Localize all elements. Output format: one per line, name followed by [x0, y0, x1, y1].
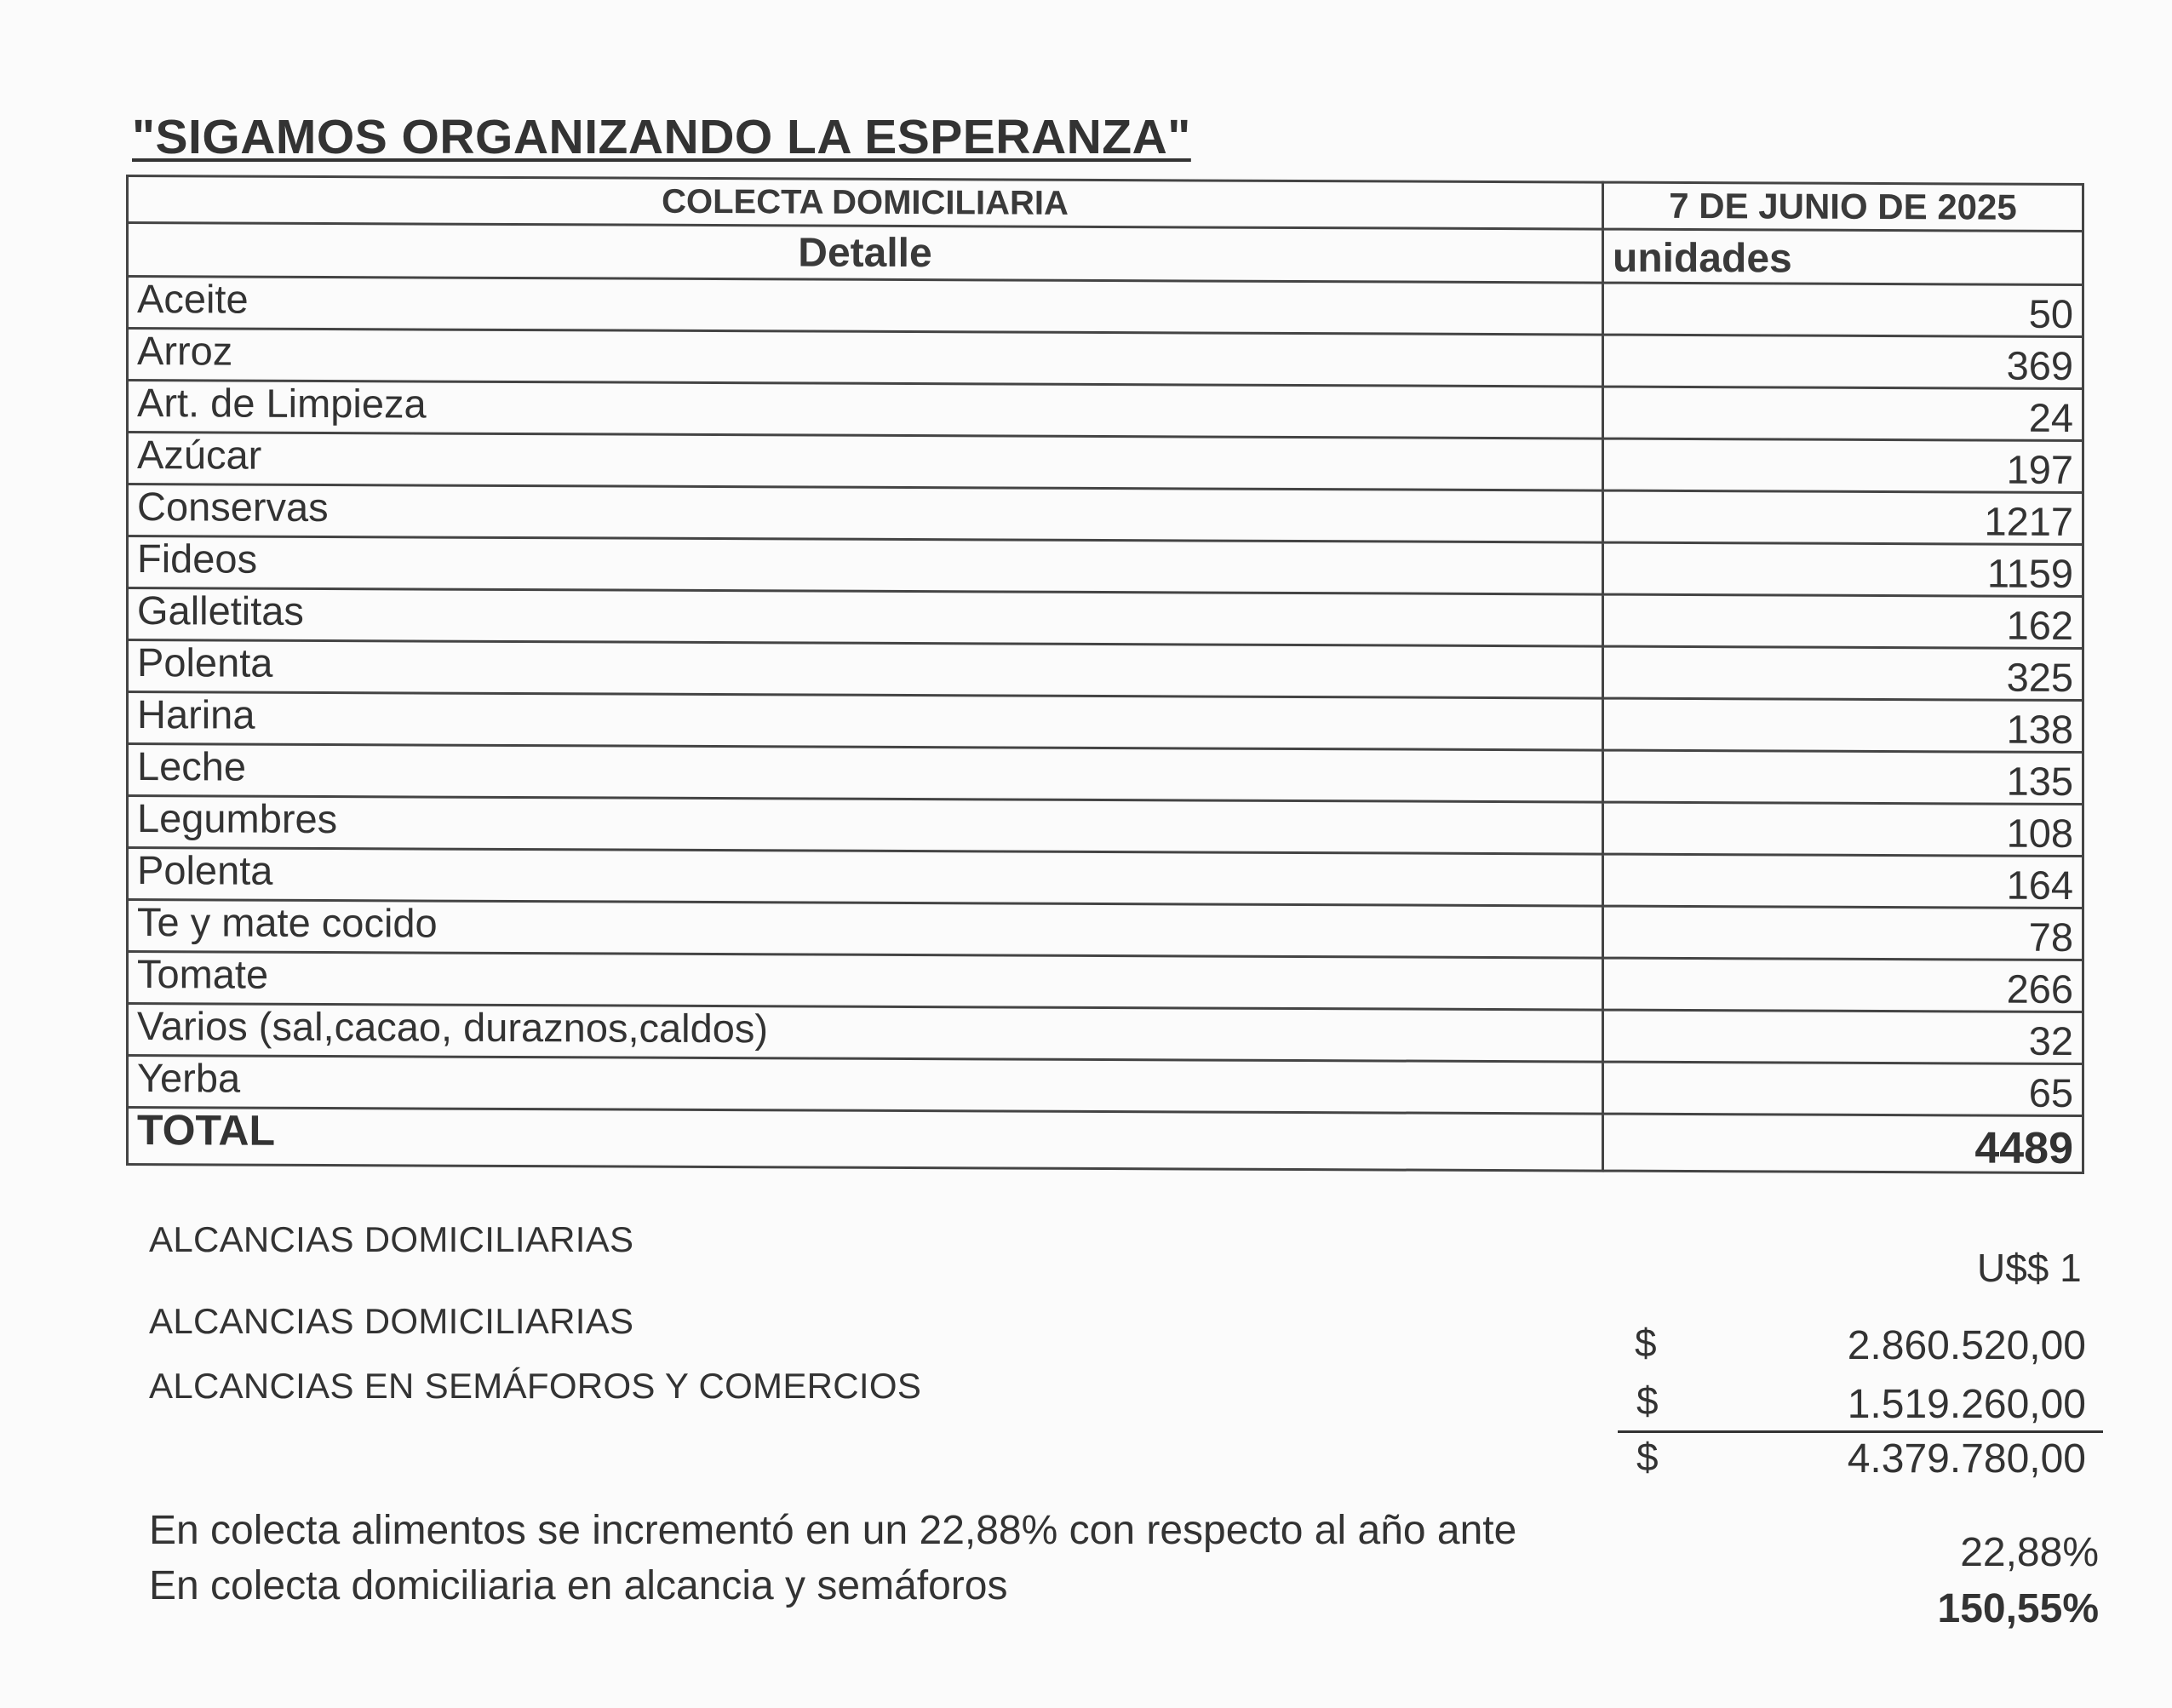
total-label: TOTAL	[128, 1108, 1603, 1172]
item-name: Tomate	[128, 952, 1603, 1011]
table-row	[128, 433, 2083, 493]
note-food-increase: En colecta alimentos se incrementó en un 22,88% con respecto al año ante	[149, 1508, 1517, 1553]
item-units: 164	[1603, 854, 2083, 908]
table-row	[128, 536, 2083, 597]
total-row	[128, 1108, 2083, 1173]
table-row	[128, 588, 2083, 649]
item-name: Leche	[128, 744, 1603, 803]
table-row	[128, 952, 2083, 1012]
table-row	[128, 1004, 2083, 1064]
item-units: 162	[1603, 594, 2083, 648]
note-food-increase-value: 22,88%	[1960, 1530, 2099, 1575]
table-row	[128, 744, 2083, 805]
item-name: Fideos	[128, 536, 1603, 595]
item-units: 1159	[1603, 542, 2083, 596]
alcancias-dom-value: 2.860.520,00	[1847, 1323, 2086, 1368]
units-column-header: unidades	[1603, 229, 2083, 284]
dollar-sign-icon: $	[1636, 1435, 1659, 1479]
note-alcancias-increase: En colecta domiciliaria en alcancia y semáforos	[149, 1563, 1008, 1608]
table-row	[128, 277, 2083, 337]
donations-table	[126, 175, 2084, 1174]
item-name: Galletitas	[128, 588, 1603, 647]
item-name: Polenta	[128, 848, 1603, 907]
item-name: Te y mate cocido	[128, 900, 1603, 959]
collection-header: COLECTA DOMICILIARIA	[128, 176, 1603, 230]
note-alcancias-increase-value: 150,55%	[1937, 1586, 2099, 1631]
table-row	[128, 1056, 2083, 1116]
table-row	[128, 381, 2083, 441]
table-row	[128, 796, 2083, 857]
item-name: Harina	[128, 692, 1603, 751]
alcancias-usd-label: ALCANCIAS DOMICILIARIAS	[149, 1219, 634, 1259]
sum-divider	[1618, 1430, 2103, 1433]
dollar-sign-icon: $	[1635, 1321, 1657, 1365]
alcancias-usd-value: U$$ 1	[1977, 1246, 2082, 1290]
item-units: 266	[1603, 958, 2083, 1012]
item-name: Yerba	[128, 1056, 1603, 1115]
item-units: 108	[1603, 802, 2083, 856]
item-units: 369	[1603, 335, 2083, 388]
column-header-row	[128, 223, 2083, 285]
dollar-sign-icon: $	[1636, 1378, 1659, 1423]
table-row	[128, 692, 2083, 753]
item-units: 24	[1603, 387, 2083, 440]
date-header: 7 DE JUNIO DE 2025	[1603, 182, 2083, 231]
item-units: 197	[1603, 438, 2083, 492]
document-title: "SIGAMOS ORGANIZANDO LA ESPERANZA"	[132, 110, 1191, 164]
item-units: 78	[1603, 906, 2083, 960]
alcancias-dom-label: ALCANCIAS DOMICILIARIAS	[149, 1301, 634, 1341]
item-units: 138	[1603, 698, 2083, 752]
table-header-row	[128, 176, 2083, 232]
item-name: Azúcar	[128, 433, 1603, 491]
item-name: Arroz	[128, 329, 1603, 387]
item-name: Art. de Limpieza	[128, 381, 1603, 439]
table-row	[128, 484, 2083, 545]
alcancias-semaforos-label: ALCANCIAS EN SEMÁFOROS Y COMERCIOS	[149, 1366, 922, 1406]
total-units: 4489	[1603, 1114, 2083, 1172]
item-units: 1217	[1603, 490, 2083, 544]
alcancias-total-value: 4.379.780,00	[1847, 1436, 2086, 1482]
item-units: 65	[1603, 1062, 2083, 1115]
item-units: 135	[1603, 750, 2083, 804]
item-units: 325	[1603, 646, 2083, 700]
item-name: Aceite	[128, 277, 1603, 335]
item-name: Legumbres	[128, 796, 1603, 855]
detail-column-header: Detalle	[128, 223, 1603, 284]
item-units: 50	[1603, 283, 2083, 336]
item-name: Varios (sal,cacao, duraznos,caldos)	[128, 1004, 1603, 1063]
table-row	[128, 848, 2083, 908]
table-row	[128, 900, 2083, 960]
table-row	[128, 329, 2083, 389]
item-name: Conservas	[128, 484, 1603, 543]
item-units: 32	[1603, 1010, 2083, 1063]
alcancias-semaforos-value: 1.519.260,00	[1847, 1382, 2086, 1427]
table-row	[128, 640, 2083, 701]
item-name: Polenta	[128, 640, 1603, 699]
